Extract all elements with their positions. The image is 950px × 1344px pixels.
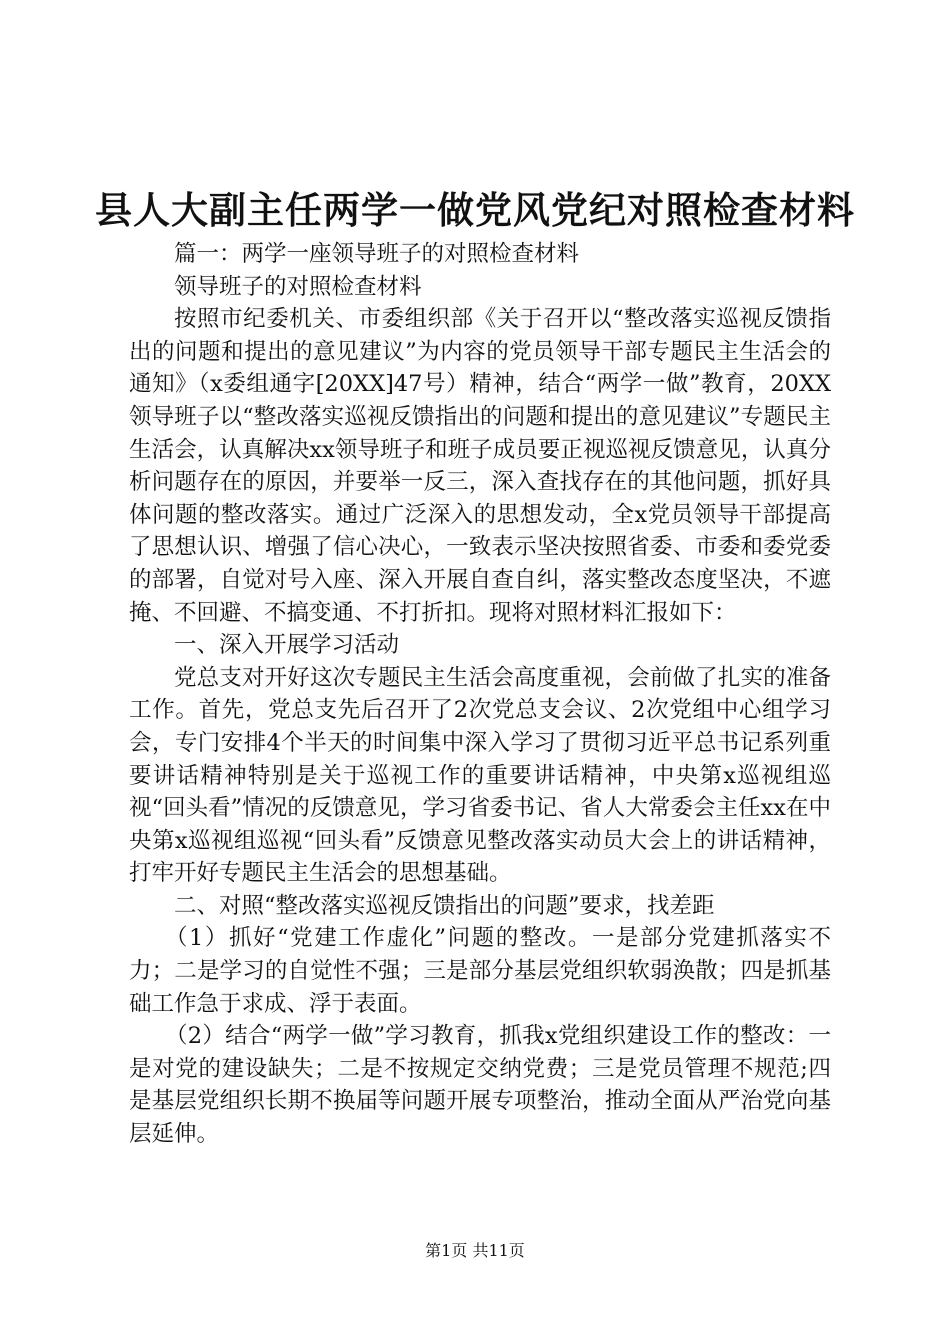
document-title: 县人大副主任两学一做党风党纪对照检查材料: [95, 188, 855, 232]
section-heading-study: 一、深入开展学习活动: [174, 632, 400, 659]
document-body: [129, 238, 831, 1151]
list-item-1: （1）抓好“党建工作虚化”问题的整改。一是部分党建抓落实不力；二是学习的自觉性不强；三是部分基层党组织软弱涣散；四是抓基础工作急于求成、浮于表面。: [129, 925, 831, 1017]
section-heading-gaps: 二、对照“整改落实巡视反馈指出的问题”要求，找差距: [174, 892, 715, 919]
list-item-2: （2）结合“两学一做”学习教育，抓我x党组织建设工作的整改：一是对党的建设缺失；二是不按规定交纳党费；三是党员管理不规范;四是基层党组织长期不换届等问题开展专项整治，推动全面从严治党向基层延伸。: [129, 1023, 831, 1148]
page-footer: 第1页 共11页: [425, 1241, 525, 1260]
body-paragraph-study: 党总支对开好这次专题民主生活会高度重视，会前做了扎实的准备工作。首先，党总支先后召开了2次党总支会议、2次党组中心组学习会，专门安排4个半天的时间集中深入学习了贯彻习近平总书记系列重要讲话精神特别是关于巡视工作的重要讲话精神，中央第x巡视组巡视“回头看”情况的反馈意见，学习省委书记、省人大常委会主任xx在中央第x巡视组巡视“回头看”反馈意见整改落实动员大会上的讲话精神，打牢开好专题民主生活会的思想基础。: [129, 664, 831, 887]
subtitle: 领导班子的对照检查材料: [174, 273, 422, 300]
section-heading-1: 篇一：两学一座领导班子的对照检查材料: [174, 241, 580, 267]
body-paragraph-intro: 按照市纪委机关、市委组织部《关于召开以“整改落实巡视反馈指出的问题和提出的意见建议”为内容的党员领导干部专题民主生活会的通知》（x委组通字[20XX]47号）精神，结合“两学一做”教育，20XX领导班子以“整改落实巡视反馈指出的问题和提出的意见建议”专题民主生活会，认真解决xx领导班子和班子成员要正视巡视反馈意见，认真分析问题存在的原因，并要举一反三，深入查找存在的其他问题，抓好具体问题的整改落实。通过广泛深入的思想发动，全x党员领导干部提高了思想认识、增强了信心决心，一致表示坚决按照省委、市委和委党委的部署，自觉对号入座、深入开展自查自纠，落实整改态度坚决，不遮掩、不回避、不搞变通、不打折扣。现将对照材料汇报如下：: [129, 306, 831, 626]
